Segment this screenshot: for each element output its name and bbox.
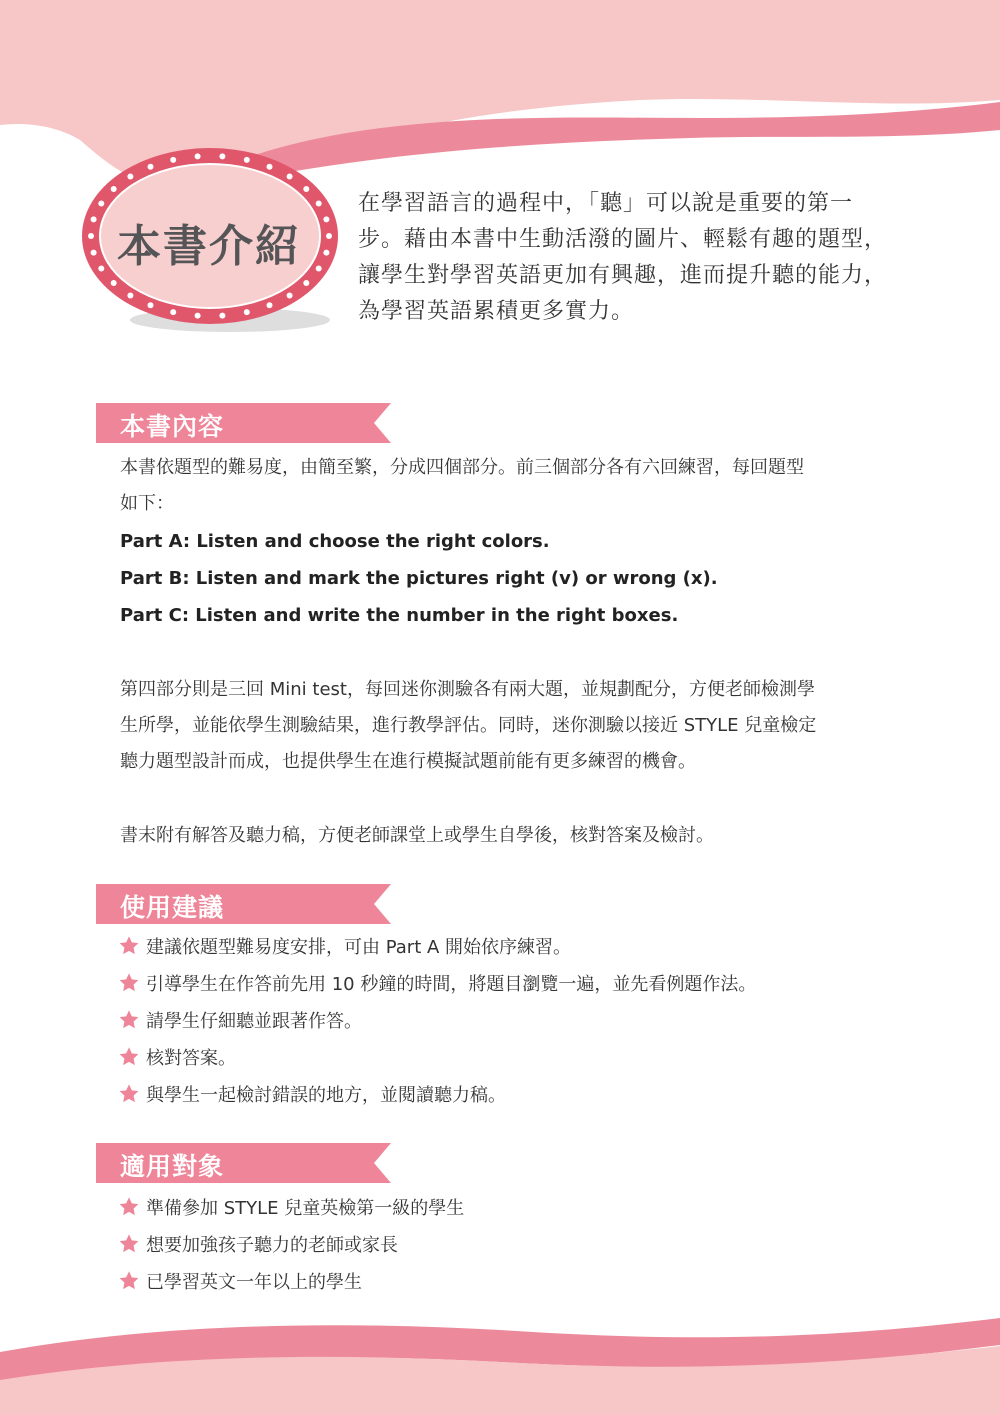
list-item-text: 核對答案。	[146, 1048, 236, 1069]
ring-dot	[170, 157, 176, 163]
ring-dot	[244, 309, 250, 315]
content-paragraph-3: 書末附有解答及聽力稿，方便老師課堂上或學生自學後，核對答案及檢討。	[120, 825, 714, 846]
section-heading-usage	[96, 884, 396, 924]
text-line: 本書依題型的難易度，由簡至繁，分成四個部分。前三個部分各有六回練習，每回題型	[120, 457, 804, 478]
section-title: 本書內容	[120, 412, 225, 441]
ring-dot	[195, 153, 201, 159]
star-icon	[118, 1009, 140, 1031]
star-icon	[118, 1196, 140, 1218]
ring-dot	[267, 164, 273, 170]
ring-dot	[219, 153, 225, 159]
page-title: 本書介紹	[117, 221, 301, 272]
ring-dot	[195, 313, 201, 319]
intro-line: 為學習英語累積更多實力。	[358, 299, 635, 324]
list-item	[118, 1189, 464, 1225]
section-heading-audience	[96, 1143, 396, 1183]
star-icon	[118, 935, 140, 957]
list-item-text: 請學生仔細聽並跟著作答。	[146, 1011, 362, 1032]
intro-paragraph	[358, 186, 918, 330]
intro-line: 步。藉由本書中生動活潑的圖片、輕鬆有趣的題型，	[358, 227, 888, 252]
part-a-line: Part A: Listen and choose the right colors.	[120, 531, 550, 552]
list-item-text: 想要加強孩子聽力的老師或家長	[146, 1235, 398, 1256]
ring-dot	[127, 293, 133, 299]
ring-dot	[148, 164, 154, 170]
star-icon	[118, 1270, 140, 1292]
text-line: 第四部分則是三回 Mini test，每回迷你測驗各有兩大題，並規劃配分，方便老師檢測學	[120, 679, 815, 700]
ring-dot	[127, 174, 133, 180]
list-item-text: 已學習英文一年以上的學生	[146, 1272, 362, 1293]
star-icon	[118, 1046, 140, 1068]
list-item	[118, 928, 571, 964]
section-title: 適用對象	[120, 1152, 225, 1181]
part-b-line: Part B: Listen and mark the pictures right (v) or wrong (x).	[120, 568, 718, 589]
ring-dot	[98, 201, 104, 207]
text-line: 聽力題型設計而成，也提供學生在進行模擬試題前能有更多練習的機會。	[120, 751, 696, 772]
list-item	[118, 1263, 362, 1299]
star-icon	[118, 1083, 140, 1105]
star-icon	[118, 1233, 140, 1255]
list-item-text: 準備參加 STYLE 兒童英檢第一級的學生	[146, 1198, 465, 1219]
list-item-text: 與學生一起檢討錯誤的地方，並閱讀聽力稿。	[146, 1085, 506, 1106]
ring-dot	[170, 309, 176, 315]
ring-dot	[287, 293, 293, 299]
ring-dot	[111, 280, 117, 286]
star-icon	[118, 972, 140, 994]
list-item-text: 建議依題型難易度安排，可由 Part A 開始依序練習。	[146, 937, 572, 958]
list-item	[118, 1076, 506, 1112]
part-c-line: Part C: Listen and write the number in the right boxes.	[120, 605, 679, 626]
ring-dot	[267, 302, 273, 308]
title-badge	[80, 140, 350, 355]
content-paragraph-1	[120, 450, 920, 522]
ring-dot	[148, 302, 154, 308]
list-item	[118, 1002, 362, 1038]
text-line: 如下：	[120, 493, 174, 514]
ring-dot	[219, 313, 225, 319]
ring-dot	[111, 186, 117, 192]
section-heading-content	[96, 403, 396, 443]
ring-dot	[244, 157, 250, 163]
list-item	[118, 965, 756, 1001]
list-item	[118, 1226, 398, 1262]
text-line: 生所學，並能依學生測驗結果，進行教學評估。同時，迷你測驗以接近 STYLE 兒童檢定	[120, 715, 817, 736]
intro-line: 在學習語言的過程中，「聽」可以說是重要的第一	[358, 191, 854, 216]
ring-dot	[303, 280, 309, 286]
ring-dot	[316, 201, 322, 207]
content-paragraph-2	[120, 672, 920, 780]
intro-line: 讓學生對學習英語更加有興趣，進而提升聽的能力，	[358, 263, 888, 288]
section-title: 使用建議	[120, 893, 225, 922]
ring-dot	[287, 174, 293, 180]
ring-dot	[303, 186, 309, 192]
list-item	[118, 1039, 236, 1075]
list-item-text: 引導學生在作答前先用 10 秒鐘的時間，將題目瀏覽一遍，並先看例題作法。	[146, 974, 757, 995]
